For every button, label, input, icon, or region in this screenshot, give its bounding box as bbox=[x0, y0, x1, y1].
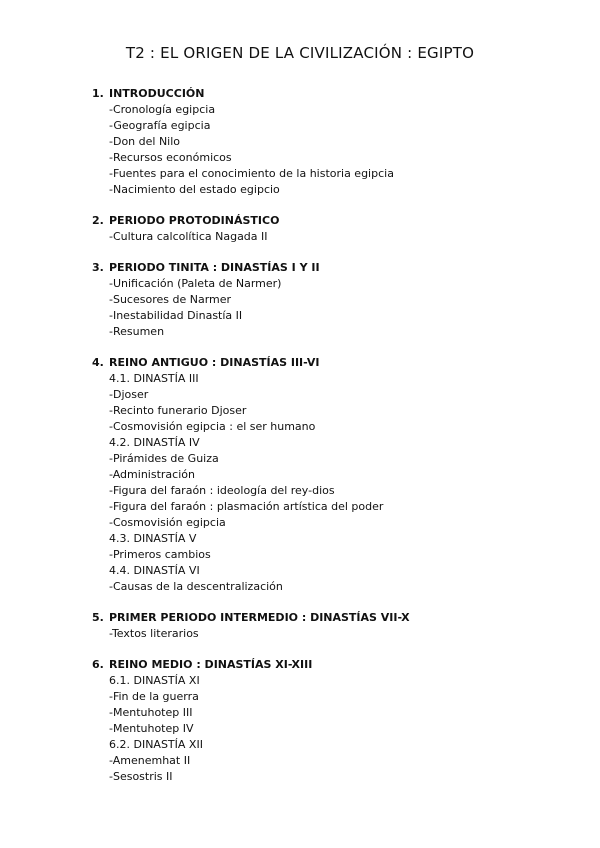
list-item: 4.2. DINASTÍA IV bbox=[109, 436, 200, 449]
toc-section bbox=[92, 213, 572, 245]
section-number: 3. bbox=[92, 261, 104, 274]
list-item: -Mentuhotep IV bbox=[109, 722, 194, 735]
list-item: -Amenemhat II bbox=[109, 754, 191, 767]
section-heading bbox=[92, 86, 572, 102]
list-item: -Cultura calcolítica Nagada II bbox=[109, 230, 268, 243]
section-title: REINO MEDIO : DINASTÍAS XI-XIII bbox=[109, 658, 313, 671]
list-item: -Resumen bbox=[109, 325, 165, 338]
list-item: 4.3. DINASTÍA V bbox=[109, 532, 197, 545]
list-item: -Recinto funerario Djoser bbox=[109, 404, 247, 417]
section-heading bbox=[92, 610, 572, 626]
list-item: -Fuentes para el conocimiento de la historia egipcia bbox=[109, 167, 394, 180]
list-item: 6.1. DINASTÍA XI bbox=[109, 674, 200, 687]
section-title: PRIMER PERIODO INTERMEDIO : DINASTÍAS VII-X bbox=[109, 611, 410, 624]
section-number: 4. bbox=[92, 356, 104, 369]
toc-section bbox=[92, 260, 572, 340]
list-item: -Sesostris II bbox=[109, 770, 173, 783]
toc-section bbox=[92, 657, 572, 785]
list-item: -Cosmovisión egipcia : el ser humano bbox=[109, 420, 316, 433]
section-number: 6. bbox=[92, 658, 104, 671]
list-item: -Causas de la descentralización bbox=[109, 580, 283, 593]
section-heading bbox=[92, 657, 572, 673]
list-item: -Nacimiento del estado egipcio bbox=[109, 183, 280, 196]
toc-section bbox=[92, 610, 572, 642]
list-item: -Unificación (Paleta de Narmer) bbox=[109, 277, 282, 290]
list-item: -Cosmovisión egipcia bbox=[109, 516, 226, 529]
table-of-contents bbox=[92, 86, 572, 800]
section-item-list bbox=[92, 102, 572, 198]
list-item: -Djoser bbox=[109, 388, 149, 401]
section-number: 5. bbox=[92, 611, 104, 624]
section-title: PERIODO PROTODINÁSTICO bbox=[109, 214, 280, 227]
list-item: -Textos literarios bbox=[109, 627, 199, 640]
section-title: REINO ANTIGUO : DINASTÍAS III-VI bbox=[109, 356, 320, 369]
list-item: -Pirámides de Guiza bbox=[109, 452, 219, 465]
section-item-list bbox=[92, 673, 572, 785]
toc-section bbox=[92, 86, 572, 198]
list-item: -Fin de la guerra bbox=[109, 690, 199, 703]
list-item: -Administración bbox=[109, 468, 195, 481]
list-item: 4.1. DINASTÍA III bbox=[109, 372, 199, 385]
list-item: -Don del Nilo bbox=[109, 135, 181, 148]
list-item: -Recursos económicos bbox=[109, 151, 232, 164]
section-title: PERIODO TINITA : DINASTÍAS I Y II bbox=[109, 261, 320, 274]
section-heading bbox=[92, 260, 572, 276]
section-title: INTRODUCCIÓN bbox=[109, 87, 205, 100]
section-item-list bbox=[92, 626, 572, 642]
section-heading bbox=[92, 355, 572, 371]
section-number: 2. bbox=[92, 214, 104, 227]
section-number: 1. bbox=[92, 87, 104, 100]
section-item-list bbox=[92, 229, 572, 245]
list-item: -Sucesores de Narmer bbox=[109, 293, 232, 306]
list-item: -Geografía egipcia bbox=[109, 119, 211, 132]
list-item: 4.4. DINASTÍA VI bbox=[109, 564, 200, 577]
list-item: -Figura del faraón : ideología del rey-dios bbox=[109, 484, 335, 497]
list-item: 6.2. DINASTÍA XII bbox=[109, 738, 203, 751]
list-item: -Cronología egipcia bbox=[109, 103, 216, 116]
section-heading bbox=[92, 213, 572, 229]
list-item: -Figura del faraón : plasmación artística del poder bbox=[109, 500, 384, 513]
section-item-list bbox=[92, 371, 572, 595]
list-item: -Primeros cambios bbox=[109, 548, 211, 561]
list-item: -Inestabilidad Dinastía II bbox=[109, 309, 243, 322]
toc-section bbox=[92, 355, 572, 595]
page-title: T2 : EL ORIGEN DE LA CIVILIZACIÓN : EGIPTO bbox=[125, 44, 475, 62]
list-item: -Mentuhotep III bbox=[109, 706, 193, 719]
section-item-list bbox=[92, 276, 572, 340]
